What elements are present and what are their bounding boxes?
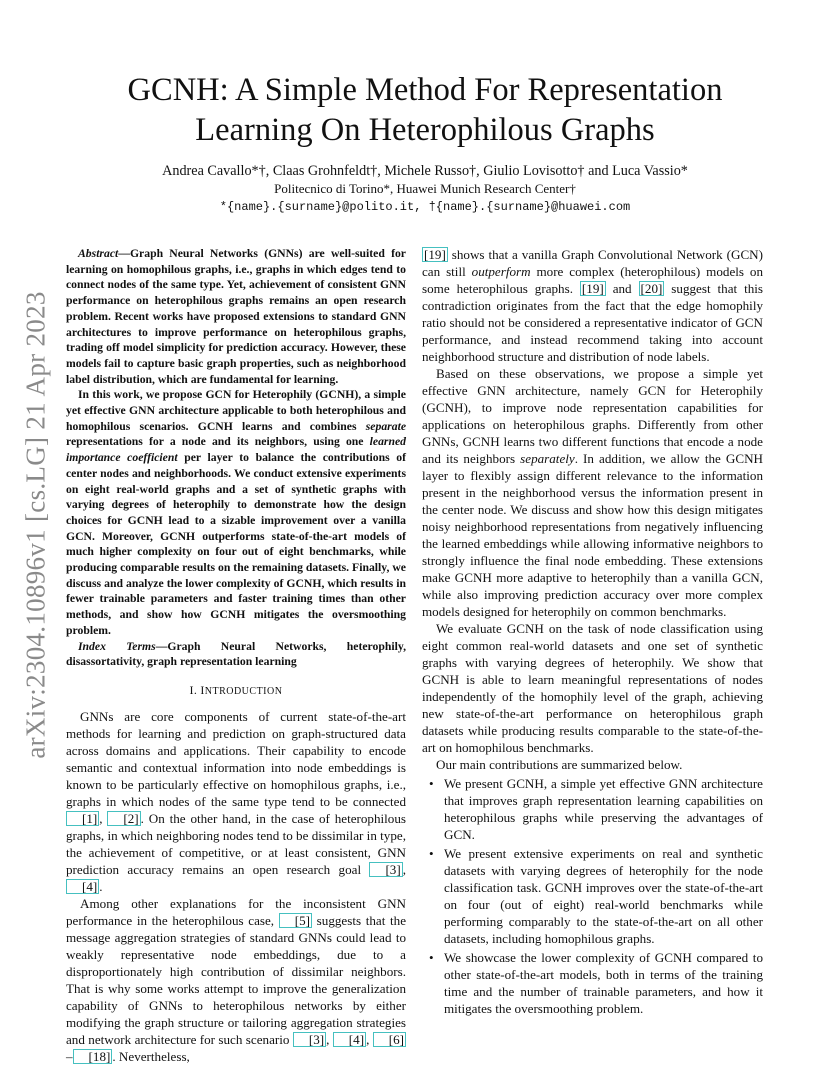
abstract-text-2a: In this work, we propose GCN for Heterophily (GCNH), a simple yet effective GNN architecture applicable to both heterophilous and homophilous scenarios. GCNH learns and combines bbox=[66, 388, 406, 433]
title-line-2: Learning On Heterophilous Graphs bbox=[195, 112, 655, 148]
abstract-paragraph-1 bbox=[66, 246, 406, 387]
arxiv-identifier bbox=[18, 290, 54, 760]
section-number: I. I bbox=[189, 682, 205, 697]
intro-text: , bbox=[366, 1031, 373, 1047]
intro-text: . Nevertheless, bbox=[112, 1048, 190, 1064]
citation-link[interactable]: [4] bbox=[66, 879, 99, 894]
abstract-text-1: —Graph Neural Networks (GNNs) are well-suited for learning on homophilous graphs, i.e., graphs in which edges tend to connect nodes of the same type. Yet, achievement of consistent GNN performance on heterophilous graphs remains an open research problem. Recent works have proposed extensions to standard GNN architectures to improve performance on heterophilous graphs, trading off model simplicity for prediction accuracy. However, these models fail to capture basic graph properties, such as neighborhood label distribution, which are fundamental for learning. bbox=[66, 247, 406, 386]
citation-link[interactable]: [3] bbox=[369, 862, 402, 877]
citation-link[interactable]: [3] bbox=[293, 1032, 326, 1047]
contribution-item: • We present extensive experiments on real and synthetic datasets with varying degrees of heterophily for the node classification task. GCNH improves over the state-of-the-art on four (out of eight) real-world benchmarks while performing comparably to the state-of-the-art on all other datasets, including homophilous graphs. bbox=[444, 845, 763, 947]
right-column bbox=[422, 246, 763, 1017]
email-text: *{name}.{surname}@polito.it, †{name}.{surname}@huawei.com bbox=[219, 200, 631, 214]
abstract-text-2c: per layer to balance the contributions of center nodes and neighborhoods. We conduct extensive experiments on eight real-world graphs and a set of synthetic graphs with varying degrees of heterophily to demonstrate how the design choices for GCNH lead to a sizable improvement over a vanilla GCN. Moreover, GCNH outperforms state-of-the-art models of much higher complexity on four out of eight benchmarks, while producing comparable results on the remaining datasets. Finally, we discuss and analyze the lower complexity of GCNH, which results in fewer trainable parameters and faster training times than other methods, and show how GCNH mitigates the oversmoothing problem. bbox=[66, 451, 406, 637]
body-text: Based on these observations, we propose a simple yet effective GNN architecture, namely GCN for Heterophily (GCNH), to improve node representation capabilities for applications on heterophilous graphs. Differently from other GNNs, GCNH learns two different functions that encode a node and its neighbors bbox=[422, 366, 763, 466]
intro-text: GNNs are core components of current state-of-the-art methods for learning and prediction on graph-structured data across domains and applications. Their capability to encode semantic and contextual information into node embeddings is known to be particularly effective on homophilous graphs, i.e., graphs in which nodes of the same type tend to be connected bbox=[66, 708, 406, 809]
body-paragraph-4: Our main contributions are summarized below. bbox=[436, 757, 683, 772]
intro-text: , bbox=[99, 810, 108, 826]
contribution-item: • We showcase the lower complexity of GCNH compared to other state-of-the-art models, both in terms of the training time and the number of trainable parameters, and how it mitigates the oversmoothing problem. bbox=[444, 949, 763, 1017]
index-terms-label: Index Terms bbox=[78, 639, 156, 653]
citation-link[interactable]: [19] bbox=[581, 281, 604, 296]
abstract-label: Abstract bbox=[78, 247, 119, 260]
abstract-emphasis-coefficient: learned importance coefficient bbox=[66, 435, 406, 465]
body-paragraph-3: We evaluate GCNH on the task of node classification using eight common real-world datasets and one set of synthetic graphs with varying degrees of heterophily. We show that GCNH is able to learn meaningful representations of nodes independently of the homophily level of the graph, achieving new state-of-the-art performance on heterophilous graph datasets while producing results comparable to the state-of-the-art on homophilous benchmarks. bbox=[422, 621, 763, 755]
paper-title bbox=[80, 70, 770, 150]
intro-text: – bbox=[66, 1048, 73, 1064]
contribution-item: • We present GCNH, a simple yet effective GNN architecture that improves graph representation learning capabilities on heterophilous graphs while preserving the advantages of GCN. bbox=[444, 775, 763, 843]
author-list: Andrea Cavallo*†, Claas Grohnfeldt†, Michele Russo†, Giulio Lovisotto† and Luca Vassio* bbox=[162, 163, 688, 179]
citation-link[interactable]: [20] bbox=[640, 281, 663, 296]
emphasis-separately: separately bbox=[520, 451, 575, 466]
author-emails bbox=[80, 197, 770, 216]
section-heading-introduction bbox=[66, 682, 406, 700]
citation-link[interactable]: [2] bbox=[107, 811, 140, 826]
index-terms bbox=[66, 639, 406, 670]
citation-link[interactable]: [19] bbox=[424, 247, 446, 262]
intro-text: suggests that the message aggregation strategies of standard GNNs could lead to weakly representative node embeddings, due to a disproportionately high contribution of dissimilar neighbors. That is why some works attempt to improve the generalization capability of GNNs to heterophilous networks by either modifying the graph structure or tailoring aggregation strategies and network architecture for such scenario bbox=[66, 912, 407, 1047]
intro-text: , bbox=[326, 1031, 333, 1047]
body-text: suggest that this contradiction originates from the fact that the edge homophily ratio should not be considered a representative indicator of GCN performance, and instead recommend taking into account neighborhood structure and distribution of node labels. bbox=[422, 281, 764, 364]
index-terms-text: —Graph Neural Networks, heterophily, disassortativity, graph representation learning bbox=[66, 639, 406, 669]
citation-link[interactable]: [1] bbox=[66, 811, 99, 826]
abstract-emphasis-separate: separate bbox=[365, 419, 406, 433]
left-column bbox=[66, 246, 406, 1065]
abstract-text-2b: representations for a node and its neighbors, using one bbox=[66, 435, 370, 449]
intro-paragraph-1 bbox=[66, 708, 406, 895]
contribution-list bbox=[422, 775, 763, 1017]
intro-text: Among other explanations for the inconsistent GNN performance in the heterophilous case, bbox=[66, 895, 406, 928]
title-line-1: GCNH: A Simple Method For Representation bbox=[127, 72, 723, 108]
body-text: . In addition, we allow the GCNH layer to flexibly assign different relevance to the information present in the neighborhood versus the information present in the center node. We discuss and show how this design mitigates noisy neighborhood representations from negatively influencing the learned embeddings while allowing informative neighbors to strongly influence the final node embedding. These extensions make GCNH more adaptive to heterophily than a vanilla GCN, while also improving prediction accuracy over more complex models designed for heterophily on common benchmarks. bbox=[422, 451, 763, 619]
abstract-paragraph-2 bbox=[66, 387, 406, 638]
intro-text: . bbox=[99, 878, 103, 894]
body-paragraph-1 bbox=[422, 246, 763, 365]
intro-paragraph-2 bbox=[66, 895, 406, 1065]
citation-link[interactable]: [18] bbox=[73, 1049, 113, 1064]
citation-link[interactable]: [6] bbox=[373, 1032, 406, 1047]
intro-text: . On the other hand, in the case of heterophilous graphs, in which neighboring nodes tend to be dissimilar in type, the achievement of competitive, or at least consistent, GNN prediction accuracy remains an open research goal bbox=[66, 810, 406, 877]
body-text: shows that a vanilla Graph Convolutional Network (GCN) can still bbox=[422, 247, 763, 279]
body-text: and bbox=[605, 281, 639, 296]
citation-link[interactable]: [5] bbox=[279, 913, 312, 928]
affiliations: Politecnico di Torino*, Huawei Munich Research Center† bbox=[274, 181, 576, 196]
body-text: more complex (heterophilous) models on some heterophilous graphs. bbox=[422, 264, 763, 296]
section-name: NTRODUCTION bbox=[204, 685, 283, 697]
intro-text: , bbox=[402, 861, 406, 877]
body-paragraph-2 bbox=[422, 365, 763, 620]
emphasis-outperform: outperform bbox=[471, 264, 531, 279]
citation-link[interactable]: [4] bbox=[333, 1032, 366, 1047]
arxiv-identifier-text: arXiv:2304.10896v1 [cs.LG] 21 Apr 2023 bbox=[20, 291, 51, 759]
